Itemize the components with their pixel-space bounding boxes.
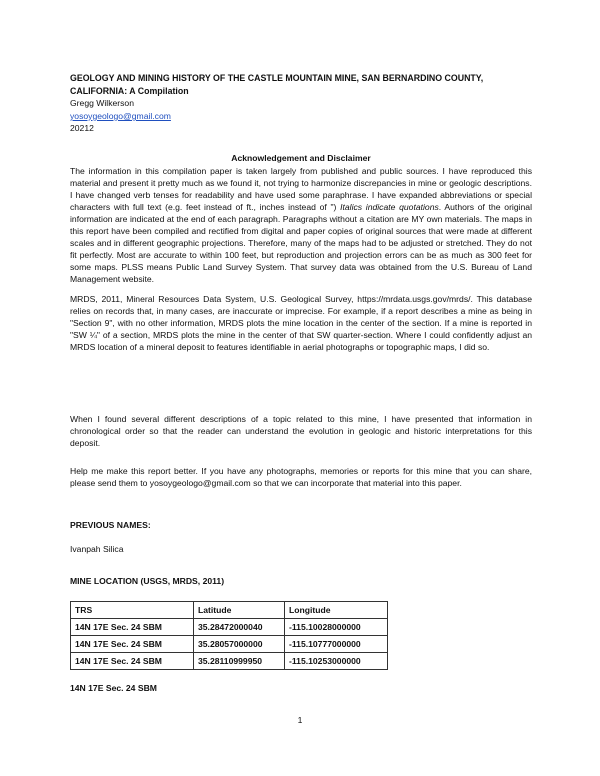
disclaimer-paragraph-4: Help me make this report better. If you have any photographs, memories or reports for this mine that you can share, please send them to yosoygeologo@gmail.com so that we can incorporate that material into this paper. bbox=[70, 466, 532, 488]
cell-latitude: 35.28472000040 bbox=[194, 619, 285, 636]
disclaimer-paragraph-3: When I found several different descriptions of a topic related to this mine, I have presented that information in chronological order so that the reader can understand the evolution in geologic and historic interpretations for this deposit. bbox=[70, 414, 532, 448]
table-row bbox=[71, 653, 388, 670]
cell-latitude: 35.28110999950 bbox=[194, 653, 285, 670]
previous-names-heading: PREVIOUS NAMES: bbox=[70, 520, 151, 530]
previous-names-value: Ivanpah Silica bbox=[70, 544, 124, 554]
mine-location-heading: MINE LOCATION (USGS, MRDS, 2011) bbox=[70, 576, 225, 586]
column-header-latitude: Latitude bbox=[194, 602, 285, 619]
p1-italic-note: Italics indicate quotations bbox=[340, 202, 439, 212]
trs-subheading: 14N 17E Sec. 24 SBM bbox=[70, 683, 157, 693]
cell-latitude: 35.28057000000 bbox=[194, 636, 285, 653]
cell-longitude: -115.10253000000 bbox=[285, 653, 388, 670]
page-number: 1 bbox=[297, 715, 303, 725]
table-row bbox=[71, 619, 388, 636]
mine-location-table bbox=[70, 601, 388, 670]
author-email-link[interactable]: yosoygeologo@gmail.com bbox=[70, 111, 171, 121]
disclaimer-paragraph-1 bbox=[70, 165, 532, 285]
cell-longitude: -115.10777000000 bbox=[285, 636, 388, 653]
cell-trs: 14N 17E Sec. 24 SBM bbox=[71, 636, 194, 653]
cell-trs: 14N 17E Sec. 24 SBM bbox=[71, 653, 194, 670]
cell-trs: 14N 17E Sec. 24 SBM bbox=[71, 619, 194, 636]
table-header-row bbox=[71, 602, 388, 619]
document-title: GEOLOGY AND MINING HISTORY OF THE CASTLE MOUNTAIN MINE, SAN BERNARDINO COUNTY, CALIFORNIA: A Compilation bbox=[70, 73, 484, 96]
p1-text-b: . Authors of the original information are indicated at the end of each paragraph. Paragraphs without a citation are MY own materials. The maps in this report have been compiled and rectified from digital and paper copies of original sources that were made at different scales and in different geographic projections. Therefore, many of the maps had to be adjusted or stretched. They do not fit perfectly. Most are accurate to within 100 feet, but reproduction and projection errors can be as much as 300 feet for some maps. PLSS means Public Land Survey System. That survey data was obtained from the U.S. Bureau of Land Management website. bbox=[70, 202, 533, 284]
p1-text-a: The information in this compilation paper is taken largely from published and public sources. I have reproduced this material and present it pretty much as we found it, not trying to harmonize discrepancies in mine or geologic descriptions. I have changed verb tenses for readability and have used some paraphrase. I have expanded abbreviations or special characters with full text (e.g. feet instead of ft., inches instead of ") bbox=[70, 166, 532, 212]
author-name: Gregg Wilkerson bbox=[70, 98, 134, 108]
disclaimer-heading: Acknowledgement and Disclaimer bbox=[231, 153, 371, 163]
document-year: 20212 bbox=[70, 123, 94, 133]
cell-longitude: -115.10028000000 bbox=[285, 619, 388, 636]
column-header-longitude: Longitude bbox=[285, 602, 388, 619]
disclaimer-paragraph-2: MRDS, 2011, Mineral Resources Data System, U.S. Geological Survey, https://mrdata.usgs.gov/mrds/. This database relies on records that, in many cases, are inaccurate or imprecise. For example, if a report describes a mine as being in "Section 9", with no other information, MRDS plots the mine location in the center of the section. If a mine is reported in "SW ¼" of a section, MRDS plots the mine in the center of that SW quarter-section. Where I could confidently adjust an MRDS location of a mineral deposit to features identifiable in aerial photographs or topographic maps, I did so. bbox=[70, 294, 532, 352]
column-header-trs: TRS bbox=[71, 602, 194, 619]
table-row bbox=[71, 636, 388, 653]
